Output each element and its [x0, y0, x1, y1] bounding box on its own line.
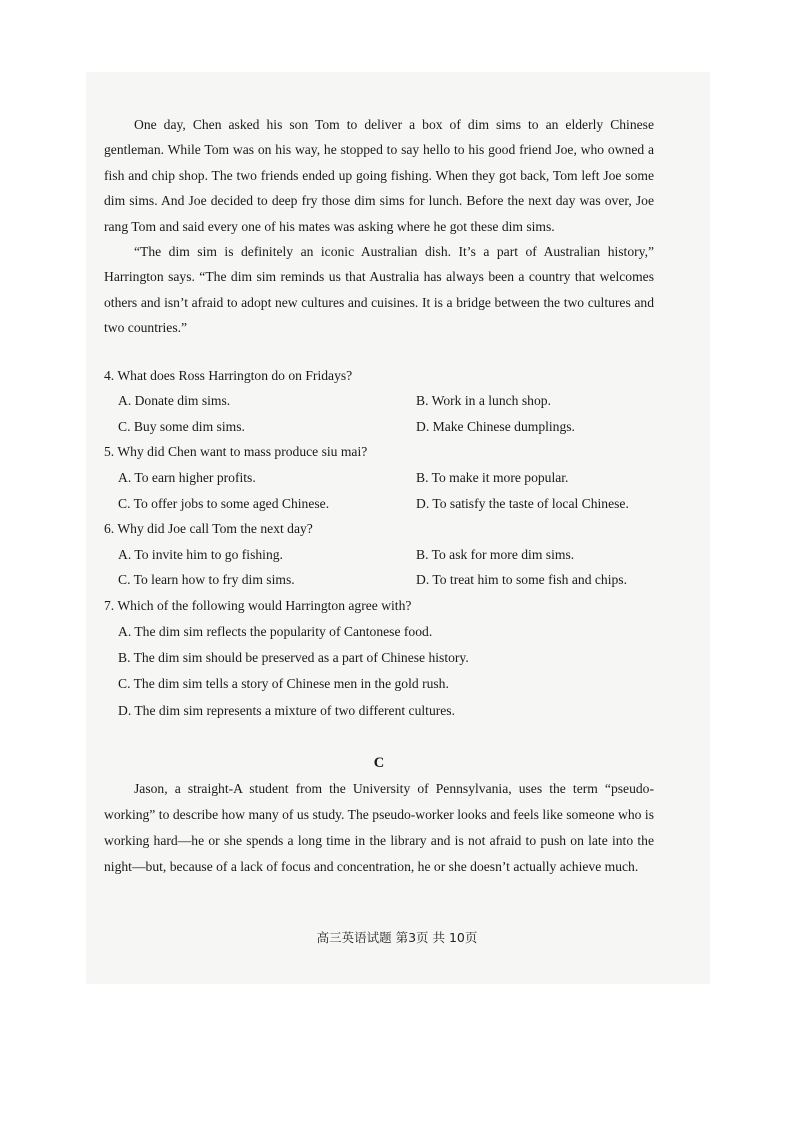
question-4	[104, 363, 654, 440]
question-stem: 4. What does Ross Harrington do on Fridays?	[104, 367, 353, 383]
passage-paragraph: One day, Chen asked his son Tom to deliver a box of dim sims to an elderly Chinese gentleman. While Tom was on his way, he stopped to say hello to his good friend Joe, who owned a fish and chip shop. The two friends ended up going fishing. When they got back, Tom left Joe some dim sims. And Joe decided to deep fry those dim sims for lunch. Before the next day was over, Joe rang Tom and said every one of his mates was asking where he got these dim sims.	[104, 117, 654, 234]
question-stem: 7. Which of the following would Harrington agree with?	[104, 598, 412, 613]
option-c: C. To offer jobs to some aged Chinese.	[118, 495, 330, 511]
page-footer: 高三英语试题 第3页 共 10页	[316, 930, 478, 945]
option-d: D. To satisfy the taste of local Chinese.	[416, 495, 629, 511]
option-a: A. To invite him to go fishing.	[118, 546, 283, 562]
option-d: D. Make Chinese dumplings.	[416, 418, 575, 434]
option-b: B. To ask for more dim sims.	[416, 546, 575, 562]
option-b: B. Work in a lunch shop.	[416, 393, 551, 409]
option-d: D. The dim sim represents a mixture of two different cultures.	[118, 702, 455, 718]
option-a: A. The dim sim reflects the popularity of Cantonese food.	[118, 623, 433, 639]
question-5	[104, 439, 654, 516]
option-d: D. To treat him to some fish and chips.	[416, 572, 627, 588]
question-stem: 6. Why did Joe call Tom the next day?	[104, 521, 313, 537]
option-a: A. To earn higher profits.	[118, 470, 256, 486]
question-7	[104, 593, 654, 724]
question-6	[104, 516, 654, 593]
option-b: B. The dim sim should be preserved as a part of Chinese history.	[118, 650, 469, 665]
option-list	[104, 542, 654, 593]
option-c: C. To learn how to fry dim sims.	[118, 572, 295, 588]
section-heading: C	[373, 755, 385, 772]
passage-paragraph: Jason, a straight-A student from the University of Pennsylvania, uses the term “pseudo-working” to describe how many of us study. The pseudo-worker looks and feels like someone who is working hard—he or she spends a long time in the library and is not afraid to push on late into the night—but, because of a lack of focus and concentration, he or she doesn’t actually achieve much.	[104, 781, 654, 875]
option-list	[104, 465, 654, 516]
option-c: C. The dim sim tells a story of Chinese men in the gold rush.	[118, 676, 449, 692]
page-content	[104, 112, 654, 880]
option-list	[104, 388, 654, 439]
option-c: C. Buy some dim sims.	[118, 418, 245, 434]
option-b: B. To make it more popular.	[416, 470, 569, 486]
question-stem: 5. Why did Chen want to mass produce siu mai?	[104, 444, 368, 460]
passage-paragraph: “The dim sim is definitely an iconic Australian dish. It’s a part of Australian history,” Harrington says. “The dim sim reminds us that Australia has always been a country that welcomes others and isn’t afraid to adopt new cultures and cuisines. It is a bridge between the two cultures and two countries.”	[104, 244, 654, 336]
option-a: A. Donate dim sims.	[118, 393, 231, 409]
